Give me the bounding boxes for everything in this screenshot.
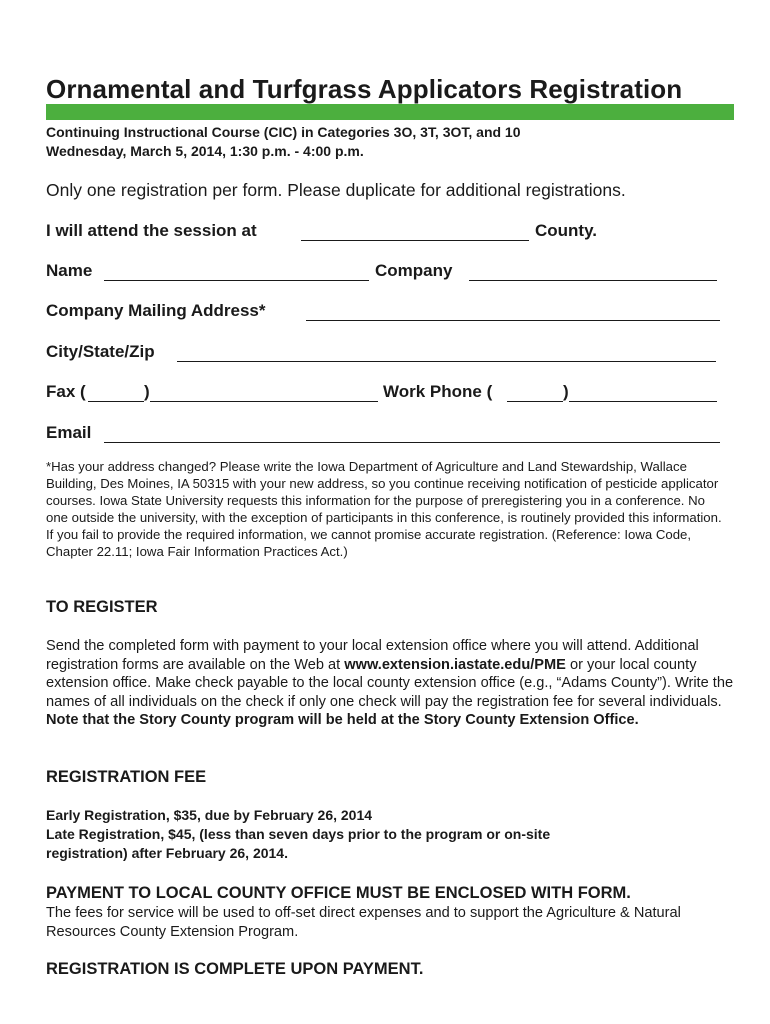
course-date-time: Wednesday, March 5, 2014, 1:30 p.m. - 4:00 p.m. xyxy=(46,143,364,159)
name-label: Name xyxy=(46,261,93,280)
company-label: Company xyxy=(375,261,453,280)
work-phone-paren-close: ) xyxy=(563,382,569,401)
mailing-address-input[interactable] xyxy=(306,301,724,323)
privacy-note: *Has your address changed? Please write the Iowa Department of Agriculture and Land Stewardship, Wallace Building, Des Moines, IA 50315 with your new address, so you continue receiving notification of pesticide applicator courses. Iowa State University requests this information for the purpose of preregistering you in a conference. No one outside the university, with the exception of participants in this conference, is routinely provided this information. If you fail to provide the required information, we cannot promise accurate registration. (Reference: Iowa Code, Chapter 22.11; Iowa Fair Information Practices Act.) xyxy=(46,459,722,559)
county-suffix-label: County. xyxy=(535,221,598,240)
course-subtitle: Continuing Instructional Course (CIC) in Categories 3O, 3T, 3OT, and 10 xyxy=(46,124,521,140)
fax-area-code-input[interactable] xyxy=(88,382,148,404)
name-company-row xyxy=(46,261,722,285)
to-register-heading: TO REGISTER xyxy=(46,598,158,616)
fax-paren-close: ) xyxy=(144,382,150,401)
late-registration-fee-line2: registration) after February 26, 2014. xyxy=(46,845,288,861)
to-register-text xyxy=(46,637,736,730)
mailing-address-label: Company Mailing Address* xyxy=(46,301,266,320)
email-label: Email xyxy=(46,423,92,442)
work-phone-label: Work Phone ( xyxy=(383,382,493,401)
registration-complete-note: REGISTRATION IS COMPLETE UPON PAYMENT. xyxy=(46,960,424,978)
page-title: Ornamental and Turfgrass Applicators Registration xyxy=(46,74,683,104)
extension-url-link[interactable]: www.extension.iastate.edu/PME xyxy=(344,656,566,673)
city-state-zip-row xyxy=(46,342,722,366)
mailing-address-row xyxy=(46,301,722,325)
to-register-text-part1: Send the completed form with payment to your local extension office where you will attend. Additional registration forms are available on the Web at xyxy=(46,638,699,673)
attend-session-row xyxy=(46,221,722,245)
story-county-note: Note that the Story County program will be held at the Story County Extension Office. xyxy=(46,712,639,728)
city-state-zip-label: City/State/Zip xyxy=(46,342,155,361)
company-input[interactable] xyxy=(469,261,721,283)
form-instructions: Only one registration per form. Please duplicate for additional registrations. xyxy=(46,180,626,200)
fax-phone-row xyxy=(46,382,722,406)
work-phone-number-input[interactable] xyxy=(569,382,721,404)
attend-label: I will attend the session at xyxy=(46,221,257,240)
to-register-text-part2: or your local county extension office. Make check payable to the local county extension office (e.g., “Adams County”). Write the names of all individuals on the check if only one check will pay the registration fee for several individuals. xyxy=(46,656,734,710)
name-input[interactable] xyxy=(104,261,373,283)
work-phone-area-code-input[interactable] xyxy=(507,382,567,404)
email-row xyxy=(46,423,722,447)
fax-label: Fax ( xyxy=(46,382,86,401)
fax-number-input[interactable] xyxy=(150,382,382,404)
county-input[interactable] xyxy=(301,221,533,243)
payment-heading: PAYMENT TO LOCAL COUNTY OFFICE MUST BE ENCLOSED WITH FORM. xyxy=(46,884,631,902)
late-registration-fee-line1: Late Registration, $45, (less than seven days prior to the program or on-site xyxy=(46,826,551,842)
email-input[interactable] xyxy=(104,423,724,445)
registration-fee-heading: REGISTRATION FEE xyxy=(46,768,207,786)
city-state-zip-input[interactable] xyxy=(177,342,720,364)
title-accent-bar xyxy=(46,104,734,120)
payment-text: The fees for service will be used to off-set direct expenses and to support the Agriculture & Natural Resources County Extension Program. xyxy=(46,905,681,940)
early-registration-fee: Early Registration, $35, due by February 26, 2014 xyxy=(46,807,373,823)
